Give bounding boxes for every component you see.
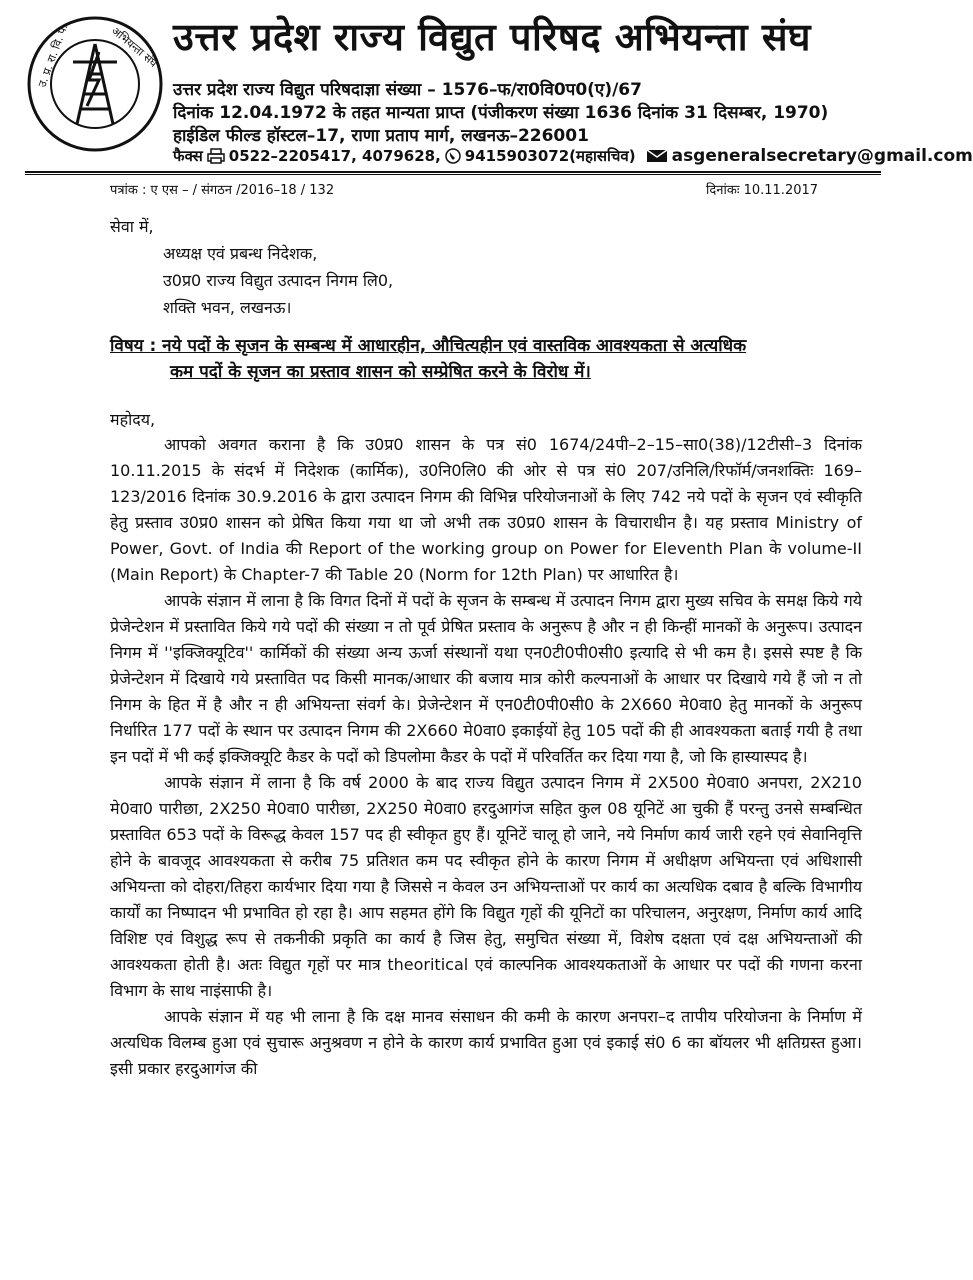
salutation: महोदय, <box>110 410 156 429</box>
header-divider-thin <box>25 174 881 175</box>
header-divider <box>25 171 881 173</box>
body-paragraph-3: आपके संज्ञान में लाना है कि वर्ष 2000 के बाद राज्य विद्युत उत्पादन निगम में 2X500 मे0वा0 अनपरा, 2X210 मे0वा0 पारीछा, 2X250 मे0वा0 पारीछा, 2X250 मे0वा0 हरदुआगंज सहित कुल 08 यूनिटें आ चुकी हैं परन्तु उनसे सम्बन्धित प्रस्तावित 653 पदों के विरूद्ध केवल 157 पद ही स्वीकृत हुए हैं। यूनिटें चालू हो जाने, नये निर्माण कार्य जारी रहने एवं सेवानिवृत्ति होने के बावजूद आवश्यकता से करीब 75 प्रतिशत कम पद स्वीकृत होने के कारण निगम में अधीक्षण अभियन्ता एवं अधिशासी अभियन्ता को दोहरा/तिहरा कार्यभार दिया गया है जिससे न केवल उन अभियन्ताओं पर कार्य का अत्यधिक दबाव है बल्कि विभागीय कार्यों का निष्पादन भी प्रभावित हो रहा है। आप सहमत होंगे कि विद्युत गृहों की यूनिटों का परिचालन, अनुरक्षण, निर्माण कार्य आदि विशिष्ट एवं विशुद्ध रूप से तकनीकी प्रकृति का कार्य है जिस हेतु, समुचित संख्या में, विशेष दक्षता एवं दक्ष अभियन्ताओं की आवश्यकता होती है। अतः विद्युत गृहों पर मात्र theoritical एवं काल्पनिक आवश्यकताओं के आधार पर पदों की गणना करना विभाग के साथ नाइंसाफी है। <box>110 773 862 1000</box>
svg-text:उ. प्र. रा. वि. प.: उ. प्र. रा. वि. प. <box>35 22 71 90</box>
recipient-designation: अध्यक्ष एवं प्रबन्ध निदेशक, <box>163 244 318 263</box>
address-greeting: सेवा में, <box>110 217 154 236</box>
body-paragraph-1: आपको अवगत कराना है कि उ0प्र0 शासन के पत्र सं0 1674/24पी–2–15–सा0(38)/12टीसी–3 दिनांक 10.11.2015 के संदर्भ में निदेशक (कार्मिक), उ0नि0लि0 की ओर से पत्र सं0 207/उनिलि/रिफॉर्म/जनशक्तिः 169–123/2016 दिनांक 30.9.2016 के द्वारा उत्पादन निगम की विभिन्न परियोजनाओं के लिए 742 नये पदों के सृजन एवं स्वीकृति हेतु प्रस्ताव उ0प्र0 शासन को प्रेषित किया गया था जो अभी तक उ0प्र0 शासन के विचाराधीन है। यह प्रस्ताव Ministry of Power, Govt. of India की Report of the working group on Power for Eleventh Plan के volume-II (Main Report) के Chapter-7 की Table 20 (Norm for 12th Plan) पर आधारित है। <box>110 435 862 584</box>
body-paragraph-2: आपके संज्ञान में लाना है कि विगत दिनों में पदों के सृजन के सम्बन्ध में उत्पादन निगम द्वारा मुख्य सचिव के समक्ष किये गये प्रेजेन्टेशन में प्रस्तावित किये गये पदों की संख्या न तो पूर्व प्रेषित प्रस्ताव के अनुरूप है और न ही किन्हीं मानकों के अनुरूप। उत्पादन निगम में ''इक्जिक्यूटिव'' कार्मिकों की संख्या अन्य ऊर्जा संस्थानों यथा एन0टी0पी0सी0 इत्यादि से भी कम है। इससे स्पष्ट है कि प्रेजेन्टेशन में दिखाये गये प्रस्तावित पद किसी मानक/आधार की बजाय मात्र कोरी कल्पनाओं के आधार पर दिखाये गये हैं जो न तो निगम के हित में है और न ही अभियन्ता संवर्ग के। प्रेजेन्टेशन में एन0टी0पी0सी0 के 2X660 मे0वा0 हेतु मानकों के अनुरूप निर्धारित 177 पदों के स्थान पर उत्पादन निगम की 2X660 मे0वा0 इकाईयों हेतु 105 पदों की ही आवश्यकता बताई गयी है तथा इन पदों में भी कई इक्जिक्यूटि कैडर के पदों को डिपलोमा कैडर के पदों में परिवर्तित कर दिया गया है, जो कि हास्यास्पद है। <box>110 591 862 766</box>
letterhead-line-address: हाईडिल फील्ड हॉस्टल–17, राणा प्रताप मार्ग, लखनऊ–226001 <box>173 126 589 146</box>
union-logo-seal <box>25 14 165 154</box>
letter-date: दिनांकः 10.11.2017 <box>706 183 819 198</box>
letterhead-line-registration: दिनांक 12.04.1972 के तहत मान्यता प्राप्त (पंजीकरण संख्या 1636 दिनांक 31 दिसम्बर, 1970) <box>173 103 829 123</box>
fax-label: फैक्स <box>173 147 203 165</box>
organization-title: उत्तर प्रदेश राज्य विद्युत परिषद अभियन्ता संघ <box>173 15 811 59</box>
email-icon <box>646 148 668 164</box>
subject-line-2: कम पदों के सृजन का प्रस्ताव शासन को सम्प्रेषित करने के विरोध में। <box>170 362 591 382</box>
letter-body <box>110 432 862 1082</box>
subject-line-1: विषय : नये पदों के सृजन के सम्बन्ध में आधारहीन, औचित्यहीन एवं वास्तविक आवश्यकता से अत्यधिक <box>110 336 747 356</box>
svg-text:अभियन्ता संघ: अभियन्ता संघ <box>109 24 160 70</box>
fax-numbers: 0522–2205417, 4079628, <box>228 147 441 165</box>
letter-reference-number: पत्रांक : ए एस – / संगठन /2016–18 / 132 <box>110 183 335 198</box>
phone-number: 9415903072(महासचिव) <box>464 147 636 165</box>
phone-icon <box>445 148 461 164</box>
recipient-organization: उ0प्र0 राज्य विद्युत उत्पादन निगम लि0, <box>163 271 394 290</box>
letter-subject <box>110 333 870 385</box>
contact-line <box>173 146 973 166</box>
letterhead-line-order: उत्तर प्रदेश राज्य विद्युत परिषदाज्ञा संख्या – 1576–फ/रा0वि0प0(ए)/67 <box>173 80 642 100</box>
recipient-address: शक्ति भवन, लखनऊ। <box>163 298 292 317</box>
body-paragraph-4: आपके संज्ञान में यह भी लाना है कि दक्ष मानव संसाधन की कमी के कारण अनपरा–द तापीय परियोजना के निर्माण में अत्यधिक विलम्ब हुआ एवं सुचारू अनुश्रवण न होने के कारण कार्य प्रभावित हुआ एवं इकाई सं0 6 का बॉयलर भी क्षतिग्रस्त हुआ। इसी प्रकार हरदुआगंज की <box>110 1007 862 1078</box>
email-address[interactable]: asgeneralsecretary@gmail.com <box>671 146 973 166</box>
fax-icon <box>207 148 225 164</box>
